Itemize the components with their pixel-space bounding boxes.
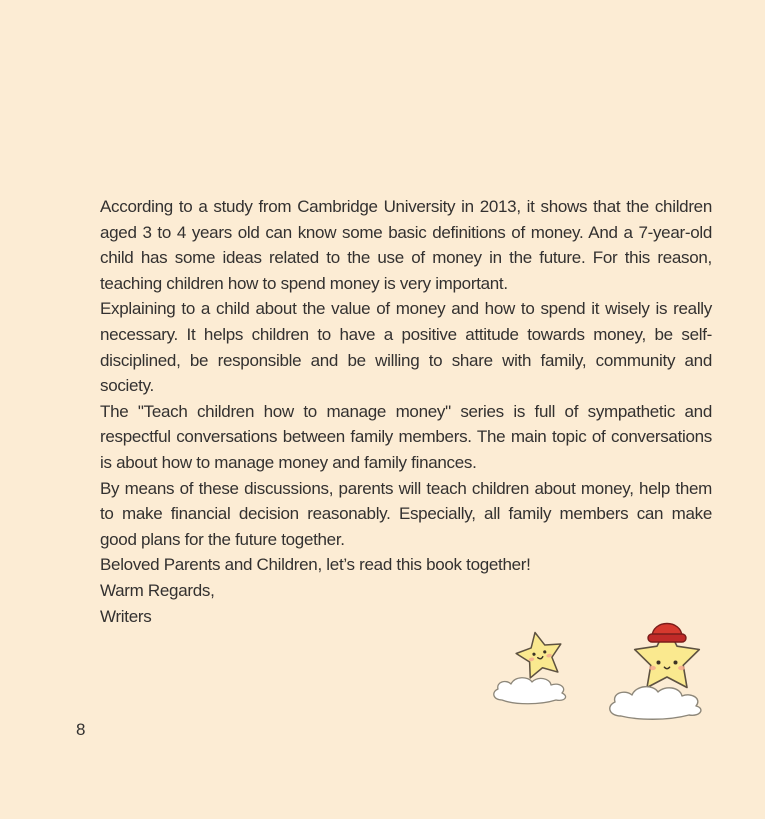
- large-cloud-icon: [610, 687, 701, 720]
- paragraph: By means of these discussions, parents will teach children about money, help them to make financial decision reasonably. Especially, all family members can make good plans for the future together.: [100, 478, 712, 549]
- large-star-icon: [635, 624, 700, 688]
- paragraph: According to a study from Cambridge University in 2013, it shows that the children aged 3 to 4 years old can know some basic definitions of money. And a 7-year-old child has some ideas related to the use of money in the future. For this reason, teaching children how to spend money is very important.: [100, 197, 712, 293]
- paragraph: The "Teach children how to manage money" series is full of sympathetic and respectful conversations between family members. The main topic of conversations is about how to manage money and family finances.: [100, 401, 712, 472]
- small-cloud-icon: [494, 678, 566, 704]
- small-star-icon: [513, 628, 567, 680]
- preface-text: [100, 194, 712, 629]
- small-star-on-cloud-icon: [486, 628, 591, 708]
- signature-line: Writers: [100, 606, 152, 626]
- paragraph: Explaining to a child about the value of money and how to spend it wisely is really necessary. It helps children to have a positive attitude towards money, be self-disciplined, be responsible and be willing to share with family, community and society.: [100, 299, 712, 396]
- signoff-line: Warm Regards,: [100, 580, 215, 600]
- closing-line: Beloved Parents and Children, let’s read this book together!: [100, 555, 531, 575]
- page-number: 8: [76, 720, 86, 739]
